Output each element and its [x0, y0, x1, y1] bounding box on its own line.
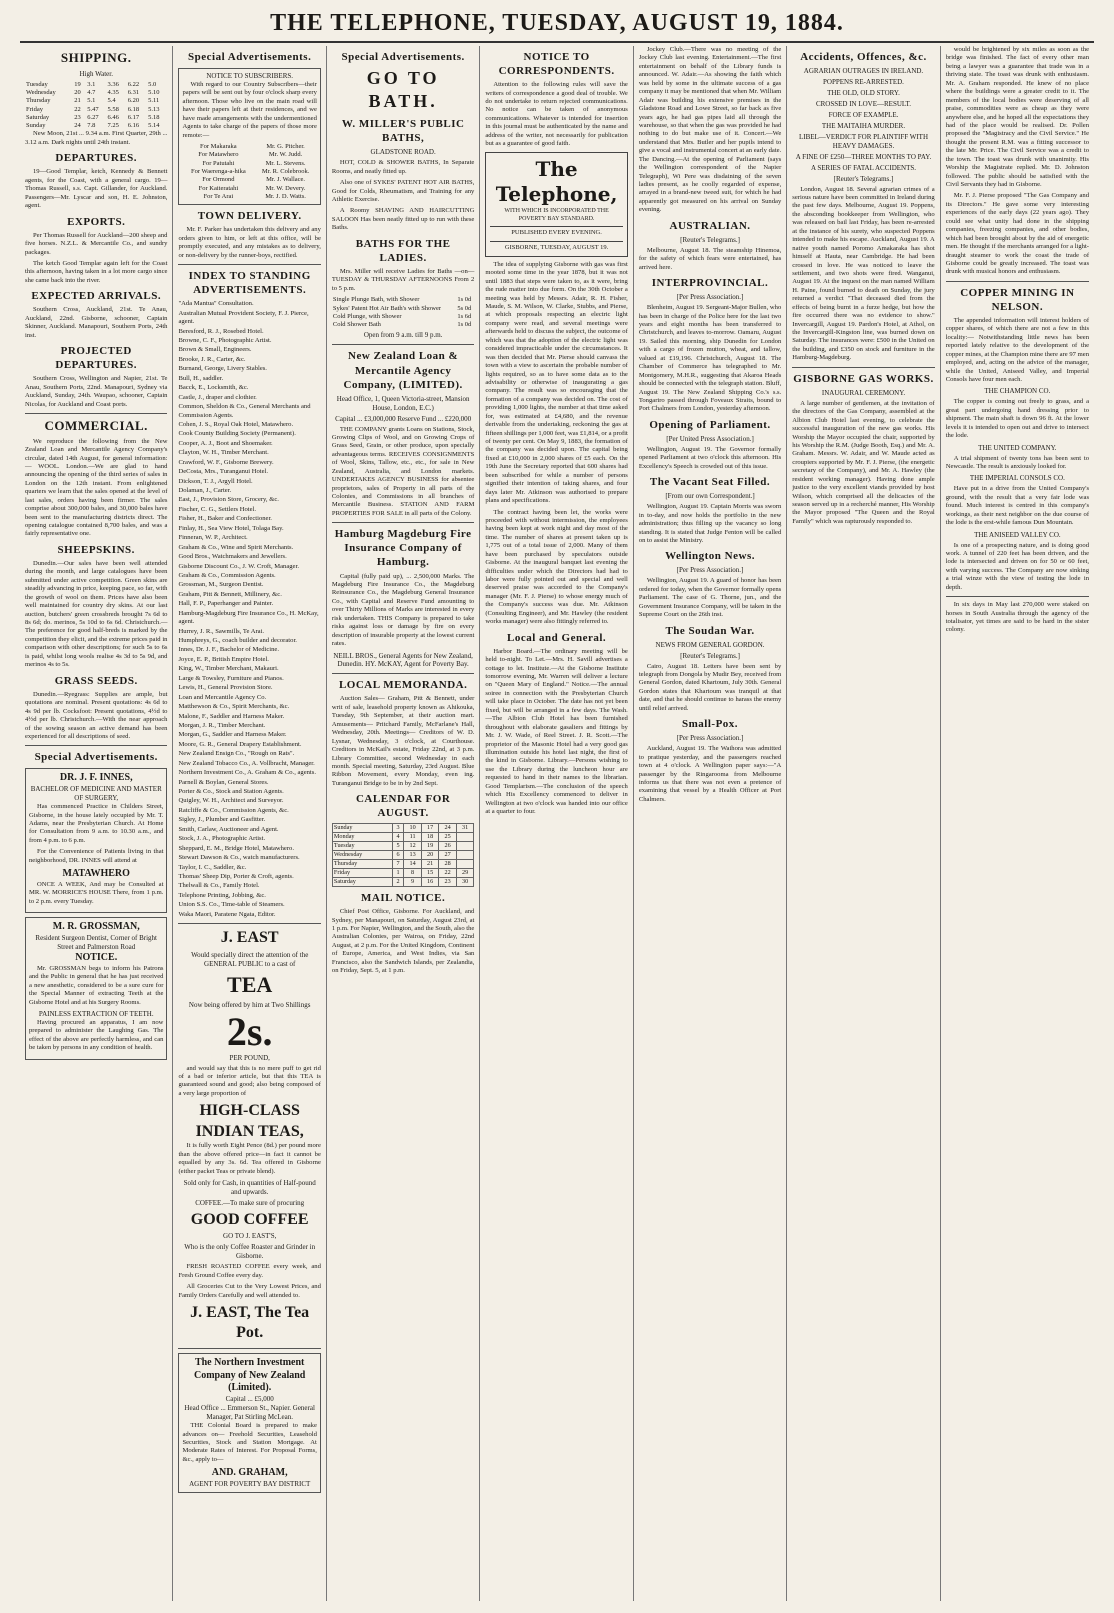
- accident-headline: THE OLD, OLD STORY.: [827, 88, 900, 97]
- champion-heading: THE CHAMPION CO.: [984, 387, 1051, 396]
- index-item: Malone, F., Saddler and Harness Maker.: [178, 712, 285, 720]
- column-news: [634, 46, 787, 1601]
- ladies-heading: BATHS FOR THE LADIES.: [355, 237, 451, 264]
- innes-name: DR. J. F. INNES,: [59, 772, 133, 784]
- indian-teas: HIGH-CLASS INDIAN TEAS,: [195, 1102, 304, 1140]
- index-item: Good Bros., Watchmakers and Jewellers.: [178, 553, 287, 561]
- tide-row: Tuesday 19 3.1 3.36 6.22 5.0: [26, 80, 157, 88]
- mail-text: Chief Post Office, Gisborne. For Auckland, and Sydney, per Manapouri, on Saturday, August 23rd, at 1 p.m. For Napier, Wellington, and the South, also the Australian Colonies, per Wairoa, on Friday, 22nd August, at 2 p.m. For the United Kingdom, Continent of Europe, America, and West Indies, via San Francisco, also the Sandwich Islands, per Zealandia, on Friday, Sept. 5, at 1 p.m.: [331, 908, 475, 975]
- hamburg-heading: Hamburg Magdeburg Fire Insurance Company of Hamburg.: [334, 528, 472, 569]
- calendar-row: Tuesday 5 12 19 26: [332, 842, 473, 851]
- consols-heading: THE IMPERIAL CONSOLS CO.: [969, 474, 1065, 483]
- index-item: Hamburg-Magdeburg Fire Insurance Co., H. McKay, agent.: [178, 609, 319, 626]
- price-row: Cold Plunge, with Shower 1s 6d: [332, 312, 472, 320]
- sheepskins-heading: SHEEPSKINS.: [57, 543, 135, 556]
- agents-table: [182, 143, 316, 201]
- innes-body: Has commenced Practice in Childers Street, Gisborne, in the house lately occupied by Mr. T. Adams, near the Presbyterian Church. At Home for Consultation from 9 a.m. to 10.30 a.m., and from 4 p.m. to 6 p.m.: [29, 803, 164, 844]
- consols-text: Have put in a drive from the United Company's ground, with the result that a very fair lode was found. Much interest is centred in this company's workings, as their next neighbor on the due course of the lode is the erst-while famous Dun Mountain.: [945, 485, 1090, 527]
- wellington-sub: [Per Press Association.]: [676, 566, 744, 575]
- sold-text: Sold only for Cash, in quantities of Half-pound and upwards.: [183, 1179, 316, 1196]
- nameplate-published: PUBLISHED EVERY EVENING.: [490, 226, 622, 237]
- memo-text: Auction Sales— Graham, Pitt & Bennett, under writ of sale, leasehold property known as Ahikouka, Tuesday, 9th September, at their auction mart. Amusements— Pritchard Family, McFarlane's Hall, Wednesday, 20th. Meetings— Creditors of W. D. Lysnar, Wednesday, 3 o'clock, at Courthouse. Creditors in McKail's estate, Friday 22nd, at 3 p.m. Library Committee, second Wednesday in each month. Special meeting, Saturday, 23rd August. Blue Ribbon Movement, every Monday, even ing. Turanganui Bridge to be in by 2nd Sept.: [331, 695, 475, 787]
- matawhero-label: MATAWHERO: [62, 868, 130, 880]
- moon-phases: New Moon, 21st ... 9.34 a.m. First Quarter, 29th ... 3.12 a.m. Dark nights until 24th instant.: [25, 130, 168, 146]
- miller-baths: W. MILLER'S PUBLIC BATHS,: [341, 118, 465, 145]
- australian-text: Melbourne, August 18. The steamship Hinemoa, for the safety of which fears were entertained, has arrived here.: [638, 246, 782, 271]
- agent-row: For Kaiteratahi Mr. W. Devery.: [198, 184, 306, 192]
- calendar-row: Thursday 7 14 21 28: [332, 860, 473, 869]
- smallpox-sub: [Per Press Association.]: [676, 734, 744, 743]
- exports-text: Per Thomas Russell for Auckland—200 sheep and five horses. N.Z.L. & Mercantile Co., and sundry packages.: [25, 231, 168, 256]
- index-item: Dickson, T. J., Argyll Hotel.: [178, 477, 253, 485]
- parliament-sub: [Per United Press Association.]: [666, 434, 754, 443]
- accident-headline: FORCE OF EXAMPLE.: [828, 110, 899, 119]
- price-row: Single Plunge Bath, with Shower 1s 0d: [332, 296, 472, 304]
- accident-headline: A FINE OF £250—THREE MONTHS TO PAY.: [795, 152, 932, 161]
- agent-row: For Ormond Mr. J. Wallace.: [202, 176, 306, 184]
- interprovincial-heading: INTERPROVINCIAL.: [651, 277, 769, 290]
- groceries-text: All Groceries Cut to the Very Lowest Prices, and Family Orders Carefully and well attended to.: [178, 1283, 321, 1299]
- accident-headlines: [792, 67, 934, 173]
- tide-row: Sunday 24 7.8 7.25 6.16 5.14: [26, 122, 160, 130]
- exports-heading: EXPORTS.: [67, 215, 126, 228]
- accident-headline: THE MAITAIHA MURDER.: [821, 121, 906, 130]
- miller-body: HOT, COLD & SHOWER BATHS, In Separate Rooms, and neatly fitted up.: [331, 159, 475, 175]
- index-item: "Ada Mantua" Consultation.: [178, 300, 254, 308]
- index-item: Finlay, H., Sea View Hotel, Tolaga Bay.: [178, 524, 284, 532]
- northern-heading: The Northern Investment Company of New Zealand (Limited).: [193, 1356, 306, 1394]
- tea-price: 2s.: [226, 1008, 273, 1054]
- open-hours: Open from 9 a.m. till 9 p.m.: [363, 331, 443, 340]
- index-item: Humphreys, G., coach builder and decorator.: [178, 637, 297, 645]
- tea-body-2: and would say that this is no mere puff to get rid of a bad or inferior article, but that this TEA is guaranteed sound and good; also being composed of a very large proportion of: [178, 1064, 321, 1097]
- nameplate: [485, 152, 627, 257]
- index-item: Large & Towsley, Furniture and Pianos.: [178, 674, 284, 682]
- column-copper: [941, 46, 1094, 1601]
- index-item: Matthewson & Co., Spirit Merchants, &c.: [178, 703, 290, 711]
- australian-sub: [Reuter's Telegrams.]: [680, 235, 740, 244]
- northern-body-2: THE Colonial Board is prepared to make advances on— Freehold Securities, Leasehold Securities, Stock and Station Mortgage. At Moderate Rates of Interest. For Proposal Forms, &c., apply to—: [182, 1422, 317, 1463]
- east-name: J. EAST: [220, 929, 279, 947]
- index-item: Bull, H., saddler.: [178, 374, 224, 382]
- index-item: Northern Investment Co., A. Graham & Co., agents.: [178, 769, 316, 777]
- expected-heading: EXPECTED ARRIVALS.: [31, 290, 162, 303]
- calendar-heading: CALENDAR FOR AUGUST.: [355, 793, 451, 820]
- sheepskins-text: Dunedin.—Our sales have been well attended during the month, and large catalogues have been submitted under active competition. Green skins are steadily advancing in price, keeping pace, so far, with the growth of wool on them. Prices have also been well maintained for country dry skins. At our last auction, butchers' green crossbreds brought 7s 6d to 8s 6d; do. merinos, 5s 10d to 6s 6d. Christchurch.—The preference for good half-breds is marked by the competition they elicit, and the extreme prices paid in comparison with other descriptions; for such 5s to 6s is paid, whilst long wools realise 4s 3d to 5s 9d, and merinos 4s to 5s.: [25, 559, 168, 669]
- coffee-body: Who is the only Coffee Roaster and Grinder in Gisborne.: [184, 1243, 316, 1261]
- aniseed-heading: THE ANISEED VALLEY CO.: [974, 530, 1061, 539]
- fresh-coffee: FRESH ROASTED COFFEE every week, and Fresh Ground Coffee every day.: [178, 1263, 321, 1279]
- index-item: DeCosta, Mrs., Turanganui Hotel.: [178, 468, 269, 476]
- northern-ad: [178, 1353, 320, 1493]
- tide-row: Friday 22 5.47 5.58 6.18 5.13: [26, 105, 160, 113]
- index-item: Morgan, J. R., Timber Merchant.: [178, 721, 266, 729]
- index-item: Quigley, W. H., Architect and Surveyor.: [178, 797, 284, 805]
- index-item: Crawford, W. F., Gisborne Brewery.: [178, 458, 274, 466]
- index-item: Dolaman, J., Carter.: [178, 487, 232, 495]
- bath-prices: [332, 296, 474, 329]
- united-heading: THE UNITED COMPANY.: [978, 443, 1057, 452]
- tide-row: Saturday 23 6.27 6.46 6.17 5.18: [26, 113, 160, 121]
- index-item: Sigley, J., Plumber and Gasfitter.: [178, 816, 266, 824]
- miller-address: GLADSTONE ROAD.: [370, 148, 436, 157]
- memo-heading: LOCAL MEMORANDA.: [338, 679, 468, 692]
- gas-works-text: A large number of gentlemen, at the invitation of the directors of the Gas Company, assembled at the Albion Club Hotel last evening, to celebrate the successful inauguration of the new gas works. His Worship the Mayor occupied the chair, supported by his Worship the R.M. (Judge Booth, Esq.) and Mr. A. Graham. Messrs. W. Adair, and W. Maude acted as croupiers supported by Mr. F. J. Pierse, (the energetic secretary of the Company), and Mr. A. Hawley (the resident working manager). Having done ample justice to the very excellent viands provided by host Wilson, which comprised all the delicacies of the season served up in a recherché manner, His Worship the Mayor proposed "The Queen and the Royal Family" which was rapturously responded to.: [792, 399, 935, 525]
- local-text: Harbor Board.—The ordinary meeting will be held to-night. To Let.—Mrs. H. Savill advertises a cottage to let. Institute.—At the Gisborne Institute tomorrow evening, Mr. Warren will deliver a lecture on "Queen Mary of England." Notice.—The annual soiree in connection with the Presbyterian Church will take place in October. The date has not yet been fixed, but will be arranged in a few days. The Wash.—The Albion Club Hotel has been furnished throughout with elaborate gasaliers and fittings by Mr. J. W. Wade, of Reel Street. J. R. Scott.—The proprietor of the Masonic Hotel had a very good gas illumination outside his hotel last night, the first of the kind in Gisborne. Library.—Persons wishing to use the Library during the luncheon hour are requested to hand in their names to the librarian. Good Templarism.—The conclusion of the speech which His Excellency commenced to deliver in Wellington at two o'clock was handed into our office at a quarter to four.: [485, 647, 628, 816]
- calendar-row: Friday 1 8 15 22 29: [332, 869, 473, 878]
- index-item: Smith, Carlaw, Auctioneer and Agent.: [178, 825, 279, 833]
- index-item: Castle, J., draper and clothier.: [178, 393, 257, 401]
- index-item: Cooper, A. J., Boot and Shoemaker.: [178, 439, 273, 447]
- notice-text: Mr. GROSSMAN begs to inform his Patrons and the Public in general that he has just received a new anesthetic, considered to be a sure cure for the Special Manner of extracting Teeth at the Gisborne Hotel and at his Surgery Rooms.: [29, 964, 164, 1006]
- local-heading: Local and General.: [507, 631, 607, 644]
- index-item: Parnell & Boylan, General Stores.: [178, 778, 269, 786]
- wellington-heading: Wellington News.: [665, 550, 755, 563]
- subscribers-heading: NOTICE TO SUBSCRIBERS.: [206, 72, 294, 81]
- column-editorial: [480, 46, 633, 1601]
- vacant-heading: The Vacant Seat Filled.: [649, 476, 771, 489]
- grossman-sub: Resident Surgeon Dentist, Corner of Bright Street and Palmerston Road: [35, 934, 158, 952]
- calendar-row: Wednesday 6 13 20 27: [332, 851, 473, 860]
- leader-text: The idea of supplying Gisborne with gas was first mooted some time in the year 1878, but it was not until 1883 that steps were taken to, as it were, bring the rude matter into due form. On the 30th October a meeting was held by Messrs. Adair, R. H. Fisher, Maude, S. M. Wilson, W. Clarke, Stubbs, and Pierse, at which proposals respecting an electric light company were read, and several meetings were afterwards held to discuss the subject, the outcome of which was that the adoption of the electric light was considered impracticable under the circumstances. It was then decided that Mr. Pierse should canvass the town with a view to ascertain the probable number of lights required, so as to have some data as to the advisability or otherwise of inaugurating a gas company. The result was so encouraging that the formation of a company was decided on. The cost of providing 1,000 lights, the number at that time asked for, was estimated at £4,680, and the revenue derivable from the undertaking, reckoning the gas at fifteen shillings per 1,000 feet, was £1,814, or a profit of twenty per cent. On May 9, 1883, the formation of the company was decided upon. The capital being fixed at £10,000 in 2,000 shares of £5 each. On the 19th June the Secretary reported that 600 shares had been subscribed for while a number of persons signified their intention of taking shares, and four days later Mr. Atkinson was authorised to prepare plans and specifications.: [485, 260, 628, 505]
- correspondents-text: Attention to the following rules will save the writers of correspondence a good deal of trouble. We do not undertake to return rejected communications. No notice can be taken of anonymous communications. Whatever is intended for insertion in this journal must be authenticated by the name and address of the writer, not necessarily for publication but as a guarantee of good faith.: [485, 81, 628, 148]
- agent-row: For Waerenga-a-hika Mr. R. Colebrook.: [190, 168, 310, 176]
- index-item: Clayton, W. H., Timber Merchant.: [178, 449, 269, 457]
- vacant-sub: [From our own Correspondent.]: [665, 492, 755, 501]
- high-water-label: High Water.: [79, 69, 113, 78]
- grossman-ad: [25, 917, 167, 1059]
- index-item: Australian Mutual Provident Society, F. J. Pierce, agent.: [178, 309, 309, 326]
- agent-row: For Patutahi Mr. L. Stevens.: [202, 159, 306, 167]
- notice-heading: NOTICE.: [75, 952, 118, 964]
- grass-text: Dunedin.—Ryegrass: Supplies are ample, but quotations are nominal. Present quotations: 4s 6d to 4s 9d per lb. Cocksfoot: Present quotations, 4½d to 4½d per lb. Christchurch.—With the near approach of the sowing season an active demand has been experienced for all descriptions of seed.: [25, 690, 168, 740]
- totalisator-text: In six days in May last 270,000 were staked on horses in South Australia through the agency of the totalisator, yet times are said to be hard in the sister colony.: [945, 601, 1090, 634]
- shipping-heading: SHIPPING.: [60, 50, 132, 65]
- nzloan-body: THE COMPANY grants Loans on Stations, Stock, Growing Clips of Wool, and on Growing Crops of Grass Seed, Grain, or other produce, upon specially advantageous terms. RECEIVES CONSIGNMENTS of Wool, Skins, Tallow, etc., etc., for sale in New Zealand, Australia, and London markets. UNDERTAKES AGENCY BUSINESS for absentee proprietors, sales of Property in all parts of the Colonies, and Commissions in all branches of Mercantile Business. STATION AND FARM PROPERTIES FOR SALE in all parts of the Colony.: [331, 425, 475, 517]
- index-item: Hurrey, J. R., Sawmills, Te Arai.: [178, 627, 265, 635]
- east-body: Would specially direct the attention of the GENERAL PUBLIC to a cast of: [191, 950, 309, 968]
- graham-name: AND. GRAHAM,: [211, 1467, 288, 1479]
- special-ads-heading-2: Special Advertisements.: [188, 51, 312, 63]
- local-continued: Jockey Club.—There was no meeting of the Jockey Club last evening. Entertainment.—The first entertainment on behalf of the Library funds is announced. W. Adair.—As showing the faith which was held by some in the ultimate success of a gas company it may be mentioned that when Mr. William Adair was building his extensive premises in the Gladstone Road and Lowe Street, so far back as five years ago, he had gas pipes laid all through the warehouse, so that when the gas was provided he had nothing to do but make use of it. Concert.—We understand that Mrs. Butler and her pupils intend to give a vocal and instrumental concert at an early date. The Dancing.—At the opening of Parliament (says the Wellington correspondent of the Napier Telegraph), Wi Pere was disdaining of the seven ladies present, as he coolly regarded of expense, arrayed in a brand-new tweed suit, for which he had apparently got measured on his arrival on Sunday evening.: [638, 46, 782, 214]
- parliament-text: Wellington, August 19. The Governor formally opened Parliament at two o'clock this afternoon. His Excellency's Speech is crowded out of this issue.: [638, 445, 782, 470]
- index-item: Thelwall & Co., Family Hotel.: [178, 882, 260, 890]
- masthead: THE TELEPHONE, TUESDAY, AUGUST 19, 1884.: [20, 10, 1094, 43]
- vacant-text: Wellington, August 19. Captain Morris was sworn in to-day, and now holds the portfolio in the new administration; thus filling up the vacancy so long standing. It is stated that Judge Fenton will be called on to assist the Ministry.: [638, 503, 782, 544]
- column-advertisements: [173, 46, 326, 1601]
- accident-headline: AGRARIAN OUTRAGES IN IRELAND.: [803, 67, 924, 76]
- soudan-sub: NEWS FROM GENERAL GORDON.: [655, 640, 765, 649]
- index-item: Ratcliffe & Co., Commission Agents, &c.: [178, 806, 289, 814]
- nzloan-heading: New Zealand Loan & Mercantile Agency Company, (LIMITED).: [343, 350, 463, 391]
- index-item: Beresford, R. J., Rosebed Hotel.: [178, 327, 264, 335]
- index-item: Innes, Dr. J. F., Bachelor of Medicine.: [178, 646, 280, 654]
- ladies-text: Mrs. Miller will receive Ladies for Baths —on— TUESDAY & THURSDAY AFTERNOONS From 2 to 5 p.m.: [331, 267, 475, 292]
- index-item: Brooke, J. R., Carter, &c.: [178, 355, 246, 363]
- graham-sub: AGENT FOR POVERTY BAY DISTRICT: [189, 1480, 311, 1489]
- index-item: Cook County Building Society (Permanent).: [178, 430, 296, 438]
- shaving-text: A Roomy SHAVING AND HAIRCUTTING SALOON Has been neatly fitted up to run with these Baths.: [331, 207, 475, 232]
- projected-text: Southern Cross, Wellington and Napier, 21st. Te Anau, Southern Ports, 22nd. Manapouri, Sydney via Auckland, Sunday, 24th. Waupao, schooner, Captain Nicolas, for Auckland and Coast ports.: [25, 375, 168, 408]
- exports-text-2: The ketch Good Templar again left for the Coast this afternoon, having taken in a lot more cargo since she came back into the river.: [25, 259, 168, 284]
- index-item: Graham, Pitt & Bennett, Millinery, &c.: [178, 590, 282, 598]
- index-item: Hall, F. P., Paperhanger and Painter.: [178, 600, 274, 608]
- northern-capital: Capital ... £5,000: [225, 1395, 274, 1404]
- agent-row: For Te Arai Mr. J. D. Watts.: [203, 192, 306, 200]
- aniseed-text: Is one of a prospecting nature, and is doing good work. A tunnel of 220 feet has been driven, and the lode is intersected and driven on for 50 or 60 feet, with varying success. The Company are now sinking a trial winze with the view of testing the lode in depth.: [945, 541, 1090, 591]
- index-item: Thomas' Sheep Dip, Porter & Croft, agents.: [178, 872, 294, 880]
- agent-row: For Matawhero Mr. W. Judd.: [198, 151, 303, 159]
- innes-body-3: ONCE A WEEK, And may be Consulted at MR. W. MORRICE'S HOUSE There, from 1 p.m. to 2 p.m. every Tuesday.: [29, 881, 164, 905]
- sykes-text: Also one of SYKES' PATENT HOT AIR BATHS, Good for Colds, Rheumatism, and Training for any Athletic Exercise.: [331, 179, 475, 203]
- index-item: Sheppard, E. M., Bridge Hotel, Matawhero.: [178, 844, 295, 852]
- tea-pot: J. EAST, The Tea Pot.: [190, 1303, 310, 1342]
- index-item: Finneran, W. P., Architect.: [178, 534, 248, 542]
- nameplate-date: GISBORNE, TUESDAY, AUGUST 19.: [490, 241, 622, 252]
- tide-row: Thursday 21 5.1 5.4 6.20 5.11: [26, 97, 160, 105]
- innes-title: BACHELOR OF MEDICINE AND MASTER OF SURGERY,: [30, 785, 162, 803]
- index-item: Stock, J. A., Photographic Artist.: [178, 835, 266, 843]
- australian-heading: AUSTRALIAN.: [669, 219, 751, 232]
- gas-works-sub: INAUGURAL CEREMONY.: [821, 388, 906, 397]
- column-baths: [327, 46, 480, 1601]
- gas-works-heading: GISBORNE GAS WORKS.: [793, 372, 934, 385]
- grass-heading: GRASS SEEDS.: [54, 674, 138, 687]
- interprovincial-text: Blenheim, August 19. Sergeant-Major Bullen, who has been in charge of the Police here for the last two years and eight months has been transferred to Christchurch, and leaves to-morrow. Oamaru, August 19. Sailed this morning, ship Dunedin for London with a cargo of frozen mutton, wheat, and tallow, valued at £19,196. Christchurch, August 18. The Chamber of Commerce has telegraphed to Mr. Montgomery, M.H.R., suggesting that Akaroa Heads should be connected with the telegraph station. Bluff, August 19. The New Zealand Shipping Co.'s s.s. Tongariro passed through Foveaux Straits, bound to Port Chalmers from London, yesterday afternoon.: [638, 304, 782, 413]
- leader-text-2: The contract having been let, the works were proceeded with without intermission, the employees having been kept at work night and day most of the time. The number of shares at present taken up is 1,775 out of a total issue of 2,000. Many of them have been purchased by speculators outside Gisborne. At the inaugural banquet last evening the difficulties under which the Directors had had to labor were fully pointed out and special and well deserved praise was accorded to the Company's manager (Mr. F. J. Pierse) to whose energy much of the Company's success was due. Mr. Atkinson (Consulting Engineer), and Mr. Hawley (the resident works manager) were also fittingly referred to.: [485, 508, 628, 626]
- painless-heading: PAINLESS EXTRACTION OF TEETH.: [38, 1010, 154, 1019]
- accidents-heading: Accidents, Offences, &c.: [800, 51, 927, 63]
- index-item: Graham & Co., Commission Agents.: [178, 571, 276, 579]
- accident-headline: POPPENS RE-ARRESTED.: [823, 78, 904, 87]
- commercial-text: We reproduce the following from the New Zealand Loan and Mercantile Agency Company's circular, dated 14th August, for general information:— WOOL. London.—We are glad to hand announcing the opening of the third series of sales in London on the 12th instant. From enlightened quarters we learn that the sales opened at the level of last sales, orders having been firmer. The sales comprise about 300,000 bales, and 30,000 bales have been sent to the manufacturing districts direct. The opening catalogue contained 8,700 bales, and was a fairly representative one.: [25, 437, 168, 538]
- index-item: Loan and Mercantile Agency Co.: [178, 693, 267, 701]
- index-item: Moore, G. R., General Drapery Establishment.: [178, 740, 302, 748]
- index-item: Bacck, E., Locksmith, &c.: [178, 384, 249, 392]
- index-item: Cohen, J. S., Royal Oak Hotel, Matawhero.: [178, 420, 294, 428]
- index-item: Telephone Printing, Jobbing, &c.: [178, 891, 266, 899]
- index-item: King, W., Timber Merchant, Makauri.: [178, 665, 279, 673]
- index-item: Stewart Dawson & Co., watch manufacturers.: [178, 854, 300, 862]
- index-item: Waka Maori, Paratene Ngata, Editor.: [178, 910, 276, 918]
- northern-body: Head Office ... Emmerson St., Napier. General Manager, Pat Stirling McLean.: [184, 1404, 315, 1422]
- index-item: Graham & Co., Wine and Spirit Merchants.: [178, 543, 294, 551]
- painless-text: Having procured an apparatus, I am now prepared to administer the Laughing Gas. The effect of the above are perfectly harmless, and can be taken by persons in any condition of health.: [29, 1018, 164, 1052]
- index-item: Fischer, C. G., Settlers Hotel.: [178, 505, 257, 513]
- index-item: Fisher, H., Baker and Confectioner.: [178, 515, 272, 523]
- champion-text: The copper is coming out freely to grass, and a great part undergoing hand dressing prior to shipment. The main shaft is down 96 ft. At the lower levels it is intended to open out and drive to intersect the lode.: [945, 398, 1090, 440]
- accident-headline: LIBEL—VERDICT FOR PLAINTIFF WITH HEAVY DAMAGES.: [798, 132, 929, 150]
- copper-heading: COPPER MINING IN NELSON.: [960, 286, 1075, 313]
- nameplate-tagline: WITH WHICH IS INCORPORATED THE POVERTY BAY STANDARD.: [504, 207, 609, 222]
- index-item: Morgan, G., Saddler and Harness Maker.: [178, 731, 287, 739]
- price-row: Cold Shower Bath 1s 0d: [332, 321, 472, 329]
- index-item: Brown & Small, Engineers.: [178, 346, 252, 354]
- soudan-text: Cairo, August 18. Letters have been sent by telegraph from Dongola by Mudir Bey, received from General Gordon, dated Khartoum, July 30th. General Gordon states that Khartoum was tranquil at that date, and that he should continue to harass the enemy until relief arrived.: [638, 662, 782, 712]
- index-item: Grossman, M., Surgeon Dentist.: [178, 581, 264, 589]
- price-row: Sykes' Patent Hot Air Bath's with Shower 5s 0d: [332, 304, 472, 312]
- index-item: Gisborne Discount Co., J. W. Croft, Manager.: [178, 562, 299, 570]
- per-pound: PER POUND,: [229, 1053, 270, 1062]
- town-delivery-text: Mr. F. Parker has undertaken this delivery and any orders given to him, or left at this office, will be promptly executed, and any mistakes as to delivery, or non-delivery by the runner-boys, rectified.: [178, 226, 321, 259]
- grossman-name: M. R. GROSSMAN,: [52, 921, 140, 933]
- copper-text: The appended information will interest holders of copper shares, of which there are not a few in this locality:— Notwithstanding little news has been reported lately relative to the development of the copper mines, at the Champion mine there are 97 men employed, and, acting on the advice of the manager, while the United, Aniseed Valley, and Imperial Consols have four men each.: [945, 316, 1090, 384]
- banquet-continued: would be brightened by six miles as soon as the bridge was finished. The fact of every other man being a lawyer was a guarantee that trade was in a thriving state. The toast was drunk with enthusiasm. Mr. A. Graham responded. He knew of no place where the buildings were a greater credit to it. The members of the local bodies were deserving of all praise, commodities were as cheap as they were anywhere else, and he hoped all the expectations they had of the place would be realised. Dr. Pollen proposed the "Magistracy and the Civil Service." He thought the present R.M. was a fitting successor to the late Mr. Price. The Civil Service was a credit to the town. The toast was drunk with unanimity. His Worship the Magistrate replied. Mr. D. Johnston followed. The public should be satisfied with the Civil Servants they had in Gisborne.: [945, 46, 1090, 188]
- newspaper-columns: [20, 46, 1094, 1601]
- accident-headline: A SERIES OF FATAL ACCIDENTS.: [810, 163, 917, 172]
- nameplate-title: The Telephone,: [495, 156, 618, 207]
- tide-table: [25, 81, 167, 131]
- calendar-table: [332, 823, 474, 887]
- calendar-row: Sunday 3 10 17 24 31: [332, 824, 473, 833]
- banquet-continued-2: Mr. F. J. Pierse proposed "The Gas Company and its Directors." He gave some very interesting experiences of the early days (22 years ago). They could see what unity had done in the shipping companies, freezing companies, and other bodies, which had been brought about by the aid of energetic men. He thought if the merchants arranged for a light-draught steamer to work the coast the trade of Gisborne could be greatly increased. The toast was drunk with musical honors and enthusiasm.: [945, 192, 1090, 276]
- column-accidents: [787, 46, 940, 1601]
- departures-text: 19—Good Templar, ketch, Kennedy & Bennett agents, for the Coast, with a general cargo. 19—Thomas Russell, s.s. Capt. Gillander, for Auckland. Passengers—Mr. Lyscar and son, H. E. Johnston, agent.: [25, 168, 168, 210]
- tea-heading: TEA: [227, 971, 273, 997]
- go-to: GO TO J. EAST'S,: [223, 1232, 277, 1241]
- index-item: New Zealand Ensign Co., "Rough on Rats".: [178, 750, 295, 758]
- parliament-heading: Opening of Parliament.: [649, 418, 771, 431]
- index-item: Taylor, I. C., Saddler, &c.: [178, 863, 247, 871]
- accidents-text: London, August 18. Several agrarian crimes of a serious nature have been committed in Ireland during the past few days. Melbourne, August 19. Poppens, the absconding bookkeeper from Wellington, who was released on bail last Friday, has been re-arrested at the instance of his surety, who suspected Poppens intended to make his escape. Auckland, August 19. A native youth named Poromo Amakaraka has shot himself at Hauta, near Cambridge. He had been crossed in love. He was noticed to leave the settlement, and two shots were fired. Wanganui, August 19. At the inquest on the man named William H. Paine, found burned to death on Sunday, the jury returned a verdict "That deceased died from the effects of being burnt in a furze hedge, but how the fire occurred there was no evidence to show." Invercargill, August 19. Pardon's Hotel, at Athol, on the Invercargill-Kingston line, was burned down on Saturday. The insurances were: £500 in the United on the building, and £350 on stock and furniture in the Hamburg-Magdeburg.: [792, 185, 935, 362]
- index-item: East, J., Provision Store, Grocery, &c.: [178, 496, 279, 504]
- agent-row: For Makaraka Mr. G. Pitcher.: [200, 143, 305, 151]
- index-list: [178, 300, 320, 919]
- nzloan-office: Head Office, 1, Queen Victoria-street, Mansion House, London, E.C.): [336, 394, 470, 412]
- hamburg-agent: NEILL BROS., General Agents for New Zealand, Dunedin. HY. McKAY, Agent for Poverty Bay.: [333, 651, 473, 669]
- index-item: Lewis, H., General Provision Store.: [178, 684, 273, 692]
- soudan-sub-2: [Reuter's Telegrams.]: [680, 651, 740, 660]
- special-ads-heading: Special Advertisements.: [34, 751, 158, 764]
- calendar-row: Monday 4 11 18 25: [332, 833, 473, 842]
- soudan-heading: The Soudan War.: [665, 624, 755, 637]
- index-item: Porter & Co., Stock and Station Agents.: [178, 788, 284, 796]
- hamburg-body: Capital (fully paid up), ... 2,500,000 Marks. The Magdeburg Fire Insurance Co., the Magdeburg Reinsurance Co., the Magdeburg General Insurance Co., with Capital and Reserve Fund amounting to over Thirty Millions of Marks are interested in every risk undertaken. THIS Company is prepared to take risks against loss or damage by fire on every description of insurable property at the lowest current rates.: [331, 572, 475, 648]
- index-item: Browne, C. F., Photographic Artist.: [178, 337, 272, 345]
- column-shipping: [20, 46, 173, 1601]
- calendar-row: Saturday 2 9 16 23 30: [332, 878, 473, 887]
- subscribers-notice: [178, 68, 320, 205]
- index-item: Common, Sheldon & Co., General Merchants and Commission Agents.: [178, 403, 311, 419]
- index-item: New Zealand Tobacco Co., A. Vollbracht, Manager.: [178, 759, 315, 767]
- index-item: Joyce, E. P., British Empire Hotel.: [178, 655, 269, 663]
- innes-body-2: For the Convenience of Patients living in that neighborhood, DR. INNES will attend at: [29, 848, 164, 864]
- smallpox-heading: Small-Pox.: [682, 718, 739, 731]
- index-item: Burnand, George, Livery Stables.: [178, 365, 267, 373]
- special-ads-heading-3: Special Advertisements.: [341, 51, 465, 63]
- united-text: A trial shipment of twenty tons has been sent to Newcastle. The result is anxiously looked for.: [945, 454, 1090, 470]
- innes-ad: [25, 768, 167, 913]
- accidents-reuter: [Reuter's Telegrams.]: [833, 174, 894, 183]
- goto-bath: GO TO BATH.: [366, 68, 440, 112]
- smallpox-text: Auckland, August 19. The Waihora was admitted to pratique yesterday, and the passengers reached town at 4 o'clock. A Wellington paper says:—"A passenger by the Ringarooma from Melbourne informs us that there was not even a pretence of examining that vessel by a Health Officer at Port Chalmers.: [638, 745, 782, 803]
- index-item: Union S.S. Co., Time-table of Steamers.: [178, 901, 285, 909]
- wellington-text: Wellington, August 19. A guard of honor has been ordered for today, when the Governor formally opens Parliament. The case of G. Thorne, jun., and the Government Insurance Company, will be taken in the Supreme Court on the 26th inst.: [638, 577, 782, 619]
- expected-text: Southern Cross, Auckland, 21st. Te Anau, Auckland, 22nd. Gisborne, schooner, Captain Skinner, Auckland. Manapouri, Southern Ports, 24th inst.: [25, 306, 168, 339]
- commercial-heading: COMMERCIAL.: [44, 418, 148, 434]
- index-heading: INDEX TO STANDING ADVERTISEMENTS.: [188, 270, 311, 297]
- indian-body: It is fully worth Eight Pence (8d.) per pound more than the above offered price—in fact it cannot be equalled by any 3s. 6d. Tea offered in Gisborne (either packet Teas or private blend).: [178, 1142, 321, 1175]
- mail-heading: MAIL NOTICE.: [361, 892, 446, 905]
- interprovincial-sub: [Per Press Association.]: [676, 293, 744, 302]
- departures-heading: DEPARTURES.: [55, 152, 138, 165]
- tea-body: Now being offered by him at Two Shillings: [188, 1000, 311, 1009]
- accident-headline: CROSSED IN LOVE—RESULT.: [815, 99, 912, 108]
- coffee-lead: COFFEE.—To make sure of procuring: [195, 1198, 305, 1207]
- correspondents-heading: NOTICE TO CORRESPONDENTS.: [498, 51, 615, 78]
- tide-row: Wednesday 20 4.7 4.35 6.31 5.10: [26, 88, 160, 96]
- subscribers-text: With regard to our Country Subscribers—their papers will be sent out by four o'clock sharp every afternoon. Those who live on the main road will have their papers left at their residences, and we have made arrangements with the undermentioned Agents to take charge of the papers of those more remote:—: [182, 81, 317, 139]
- projected-heading: PROJECTED DEPARTURES.: [55, 345, 138, 372]
- good-coffee: GOOD COFFEE: [190, 1210, 309, 1228]
- town-delivery-heading: TOWN DELIVERY.: [197, 210, 302, 223]
- nzloan-capital: Capital ... £3,000,000 Reserve Fund ... £220,000: [335, 414, 472, 423]
